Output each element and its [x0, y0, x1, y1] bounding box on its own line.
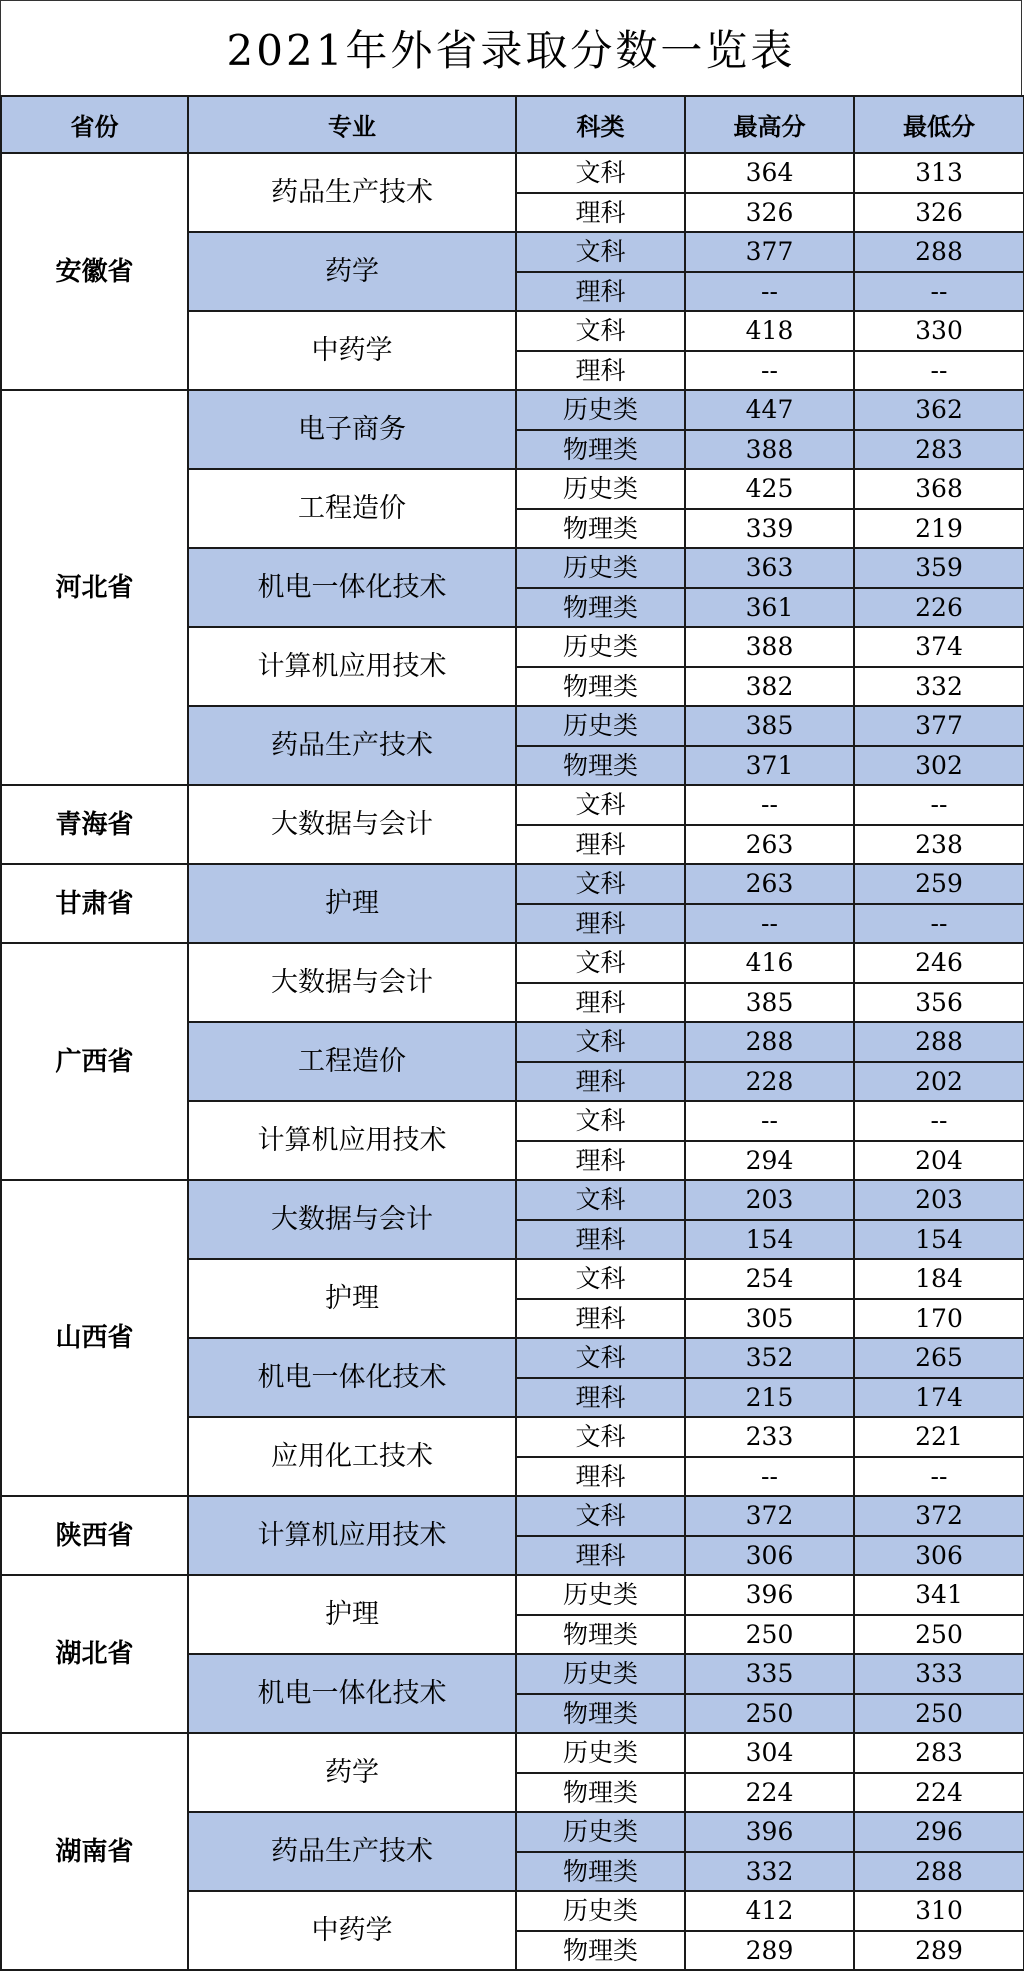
- min-score-cell: 306: [854, 1536, 1024, 1576]
- province-cell: 河北省: [1, 390, 188, 785]
- min-score-cell: 313: [854, 153, 1024, 193]
- min-score-cell: 204: [854, 1141, 1024, 1181]
- max-score-cell: --: [685, 904, 854, 944]
- major-cell: 机电一体化技术: [188, 548, 516, 627]
- max-score-cell: 154: [685, 1220, 854, 1260]
- category-cell: 物理类: [516, 509, 685, 549]
- min-score-cell: 219: [854, 509, 1024, 549]
- min-score-cell: 246: [854, 943, 1024, 983]
- max-score-cell: 352: [685, 1338, 854, 1378]
- major-cell: 药品生产技术: [188, 153, 516, 232]
- min-score-cell: 362: [854, 390, 1024, 430]
- max-score-cell: 425: [685, 469, 854, 509]
- max-score-cell: 215: [685, 1378, 854, 1418]
- header-row: [1, 96, 1024, 153]
- category-cell: 历史类: [516, 1654, 685, 1694]
- major-cell: 药品生产技术: [188, 706, 516, 785]
- major-cell: 大数据与会计: [188, 785, 516, 864]
- category-cell: 理科: [516, 272, 685, 312]
- category-cell: 历史类: [516, 548, 685, 588]
- max-score-cell: 372: [685, 1496, 854, 1536]
- province-cell: 安徽省: [1, 153, 188, 390]
- min-score-cell: 296: [854, 1812, 1024, 1852]
- major-cell: 护理: [188, 864, 516, 943]
- major-cell: 药品生产技术: [188, 1812, 516, 1891]
- major-cell: 大数据与会计: [188, 1180, 516, 1259]
- table-row: [1, 864, 1024, 904]
- max-score-cell: 396: [685, 1575, 854, 1615]
- max-score-cell: 412: [685, 1891, 854, 1931]
- category-cell: 文科: [516, 1496, 685, 1536]
- min-score-cell: 326: [854, 193, 1024, 233]
- min-score-cell: 283: [854, 430, 1024, 470]
- min-score-cell: 221: [854, 1417, 1024, 1457]
- category-cell: 历史类: [516, 627, 685, 667]
- max-score-cell: 364: [685, 153, 854, 193]
- province-cell: 甘肃省: [1, 864, 188, 943]
- category-cell: 文科: [516, 1259, 685, 1299]
- max-score-cell: 447: [685, 390, 854, 430]
- max-score-cell: --: [685, 1101, 854, 1141]
- category-cell: 文科: [516, 1180, 685, 1220]
- max-score-cell: --: [685, 272, 854, 312]
- major-cell: 计算机应用技术: [188, 1101, 516, 1180]
- max-score-cell: 418: [685, 311, 854, 351]
- max-score-cell: --: [685, 351, 854, 391]
- min-score-cell: 356: [854, 983, 1024, 1023]
- category-cell: 历史类: [516, 1812, 685, 1852]
- max-score-cell: 288: [685, 1022, 854, 1062]
- min-score-cell: 330: [854, 311, 1024, 351]
- max-score-cell: 361: [685, 588, 854, 628]
- max-score-cell: 306: [685, 1536, 854, 1576]
- header-max-score: 最高分: [685, 96, 854, 153]
- table-row: [1, 390, 1024, 430]
- min-score-cell: 265: [854, 1338, 1024, 1378]
- major-cell: 工程造价: [188, 469, 516, 548]
- major-cell: 工程造价: [188, 1022, 516, 1101]
- category-cell: 物理类: [516, 1694, 685, 1734]
- province-cell: 广西省: [1, 943, 188, 1180]
- min-score-cell: --: [854, 1101, 1024, 1141]
- max-score-cell: 305: [685, 1299, 854, 1339]
- max-score-cell: 326: [685, 193, 854, 233]
- province-cell: 青海省: [1, 785, 188, 864]
- min-score-cell: 288: [854, 1852, 1024, 1892]
- major-cell: 药学: [188, 1733, 516, 1812]
- header-major: 专业: [188, 96, 516, 153]
- min-score-cell: 289: [854, 1931, 1024, 1971]
- major-cell: 应用化工技术: [188, 1417, 516, 1496]
- category-cell: 物理类: [516, 1852, 685, 1892]
- category-cell: 文科: [516, 785, 685, 825]
- category-cell: 文科: [516, 1101, 685, 1141]
- min-score-cell: 333: [854, 1654, 1024, 1694]
- min-score-cell: 288: [854, 232, 1024, 272]
- category-cell: 文科: [516, 1022, 685, 1062]
- table-body: [1, 153, 1024, 1970]
- max-score-cell: --: [685, 785, 854, 825]
- category-cell: 理科: [516, 1299, 685, 1339]
- province-cell: 湖北省: [1, 1575, 188, 1733]
- category-cell: 理科: [516, 1062, 685, 1102]
- max-score-cell: 289: [685, 1931, 854, 1971]
- category-cell: 理科: [516, 193, 685, 233]
- max-score-cell: 250: [685, 1694, 854, 1734]
- major-cell: 机电一体化技术: [188, 1654, 516, 1733]
- table-row: [1, 1575, 1024, 1615]
- min-score-cell: 224: [854, 1773, 1024, 1813]
- province-cell: 山西省: [1, 1180, 188, 1496]
- table-row: [1, 785, 1024, 825]
- major-cell: 机电一体化技术: [188, 1338, 516, 1417]
- category-cell: 理科: [516, 1378, 685, 1418]
- major-cell: 药学: [188, 232, 516, 311]
- header-province: 省份: [1, 96, 188, 153]
- category-cell: 物理类: [516, 1931, 685, 1971]
- max-score-cell: 335: [685, 1654, 854, 1694]
- max-score-cell: 377: [685, 232, 854, 272]
- major-cell: 中药学: [188, 1891, 516, 1970]
- min-score-cell: --: [854, 272, 1024, 312]
- max-score-cell: 250: [685, 1615, 854, 1655]
- min-score-cell: --: [854, 1457, 1024, 1497]
- max-score-cell: 304: [685, 1733, 854, 1773]
- min-score-cell: 374: [854, 627, 1024, 667]
- max-score-cell: 382: [685, 667, 854, 707]
- max-score-cell: 396: [685, 1812, 854, 1852]
- province-cell: 陕西省: [1, 1496, 188, 1575]
- min-score-cell: 341: [854, 1575, 1024, 1615]
- category-cell: 理科: [516, 1457, 685, 1497]
- category-cell: 文科: [516, 1417, 685, 1457]
- header-min-score: 最低分: [854, 96, 1024, 153]
- min-score-cell: 238: [854, 825, 1024, 865]
- category-cell: 理科: [516, 904, 685, 944]
- min-score-cell: 368: [854, 469, 1024, 509]
- min-score-cell: 372: [854, 1496, 1024, 1536]
- max-score-cell: 385: [685, 983, 854, 1023]
- category-cell: 历史类: [516, 390, 685, 430]
- min-score-cell: 359: [854, 548, 1024, 588]
- major-cell: 护理: [188, 1575, 516, 1654]
- major-cell: 电子商务: [188, 390, 516, 469]
- category-cell: 理科: [516, 983, 685, 1023]
- min-score-cell: 203: [854, 1180, 1024, 1220]
- category-cell: 历史类: [516, 1575, 685, 1615]
- province-cell: 湖南省: [1, 1733, 188, 1970]
- category-cell: 历史类: [516, 469, 685, 509]
- min-score-cell: --: [854, 904, 1024, 944]
- table-row: [1, 1496, 1024, 1536]
- min-score-cell: 174: [854, 1378, 1024, 1418]
- category-cell: 历史类: [516, 706, 685, 746]
- category-cell: 物理类: [516, 1615, 685, 1655]
- major-cell: 计算机应用技术: [188, 627, 516, 706]
- table-header: [1, 96, 1024, 153]
- max-score-cell: 203: [685, 1180, 854, 1220]
- category-cell: 历史类: [516, 1733, 685, 1773]
- header-category: 科类: [516, 96, 685, 153]
- min-score-cell: 202: [854, 1062, 1024, 1102]
- min-score-cell: 226: [854, 588, 1024, 628]
- category-cell: 理科: [516, 825, 685, 865]
- min-score-cell: 250: [854, 1694, 1024, 1734]
- min-score-cell: --: [854, 785, 1024, 825]
- major-cell: 护理: [188, 1259, 516, 1338]
- min-score-cell: --: [854, 351, 1024, 391]
- category-cell: 文科: [516, 153, 685, 193]
- min-score-cell: 259: [854, 864, 1024, 904]
- max-score-cell: 224: [685, 1773, 854, 1813]
- min-score-cell: 302: [854, 746, 1024, 786]
- min-score-cell: 310: [854, 1891, 1024, 1931]
- max-score-cell: 388: [685, 627, 854, 667]
- category-cell: 物理类: [516, 588, 685, 628]
- min-score-cell: 283: [854, 1733, 1024, 1773]
- title-bar: [0, 0, 1022, 95]
- category-cell: 文科: [516, 864, 685, 904]
- category-cell: 文科: [516, 1338, 685, 1378]
- max-score-cell: 371: [685, 746, 854, 786]
- category-cell: 历史类: [516, 1891, 685, 1931]
- category-cell: 理科: [516, 351, 685, 391]
- min-score-cell: 377: [854, 706, 1024, 746]
- major-cell: 中药学: [188, 311, 516, 390]
- min-score-cell: 170: [854, 1299, 1024, 1339]
- table-row: [1, 1180, 1024, 1220]
- min-score-cell: 288: [854, 1022, 1024, 1062]
- category-cell: 文科: [516, 311, 685, 351]
- max-score-cell: 294: [685, 1141, 854, 1181]
- max-score-cell: 228: [685, 1062, 854, 1102]
- min-score-cell: 154: [854, 1220, 1024, 1260]
- max-score-cell: --: [685, 1457, 854, 1497]
- max-score-cell: 416: [685, 943, 854, 983]
- major-cell: 计算机应用技术: [188, 1496, 516, 1575]
- max-score-cell: 363: [685, 548, 854, 588]
- category-cell: 物理类: [516, 1773, 685, 1813]
- category-cell: 理科: [516, 1141, 685, 1181]
- max-score-cell: 254: [685, 1259, 854, 1299]
- table-row: [1, 153, 1024, 193]
- table-row: [1, 943, 1024, 983]
- page-title: 2021年外省录取分数一览表: [226, 26, 796, 75]
- min-score-cell: 184: [854, 1259, 1024, 1299]
- max-score-cell: 339: [685, 509, 854, 549]
- max-score-cell: 385: [685, 706, 854, 746]
- table-row: [1, 1733, 1024, 1773]
- category-cell: 物理类: [516, 667, 685, 707]
- max-score-cell: 263: [685, 825, 854, 865]
- max-score-cell: 263: [685, 864, 854, 904]
- category-cell: 理科: [516, 1220, 685, 1260]
- category-cell: 物理类: [516, 430, 685, 470]
- min-score-cell: 250: [854, 1615, 1024, 1655]
- category-cell: 物理类: [516, 746, 685, 786]
- max-score-cell: 233: [685, 1417, 854, 1457]
- category-cell: 文科: [516, 232, 685, 272]
- max-score-cell: 332: [685, 1852, 854, 1892]
- category-cell: 理科: [516, 1536, 685, 1576]
- max-score-cell: 388: [685, 430, 854, 470]
- score-table: [0, 95, 1024, 1971]
- category-cell: 文科: [516, 943, 685, 983]
- min-score-cell: 332: [854, 667, 1024, 707]
- major-cell: 大数据与会计: [188, 943, 516, 1022]
